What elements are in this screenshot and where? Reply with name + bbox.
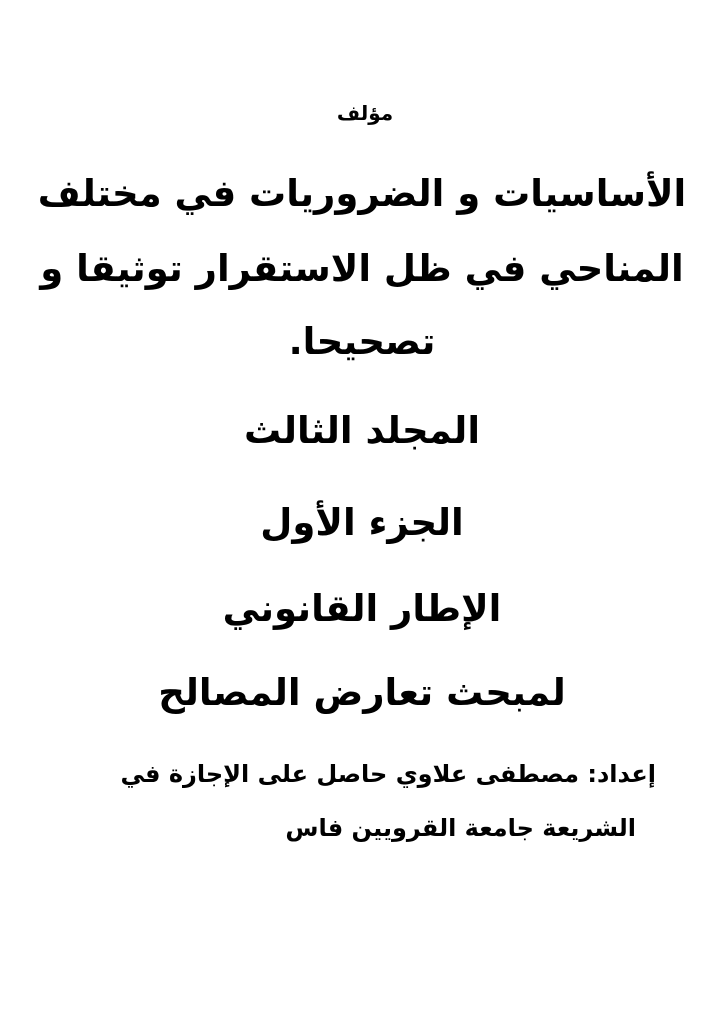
- volume-heading: المجلد الثالث: [243, 409, 481, 452]
- part-heading: الجزء الأول: [260, 501, 464, 544]
- document-label: مؤلف: [336, 101, 394, 125]
- subtitle-line-1: الإطار القانوني: [222, 587, 502, 630]
- author-line-1: إعداد: مصطفى علاوي حاصل على الإجازة في: [120, 760, 656, 788]
- title-line-3: تصحيحا.: [288, 320, 436, 363]
- author-line-2: الشريعة جامعة القرويين فاس: [285, 814, 636, 842]
- subtitle-line-2: لمبحث تعارض المصالح: [158, 671, 566, 714]
- title-line-1: الأساسيات و الضروريات في مختلف: [37, 172, 687, 215]
- title-line-2: المناحي في ظل الاستقرار توثيقا و: [40, 247, 684, 290]
